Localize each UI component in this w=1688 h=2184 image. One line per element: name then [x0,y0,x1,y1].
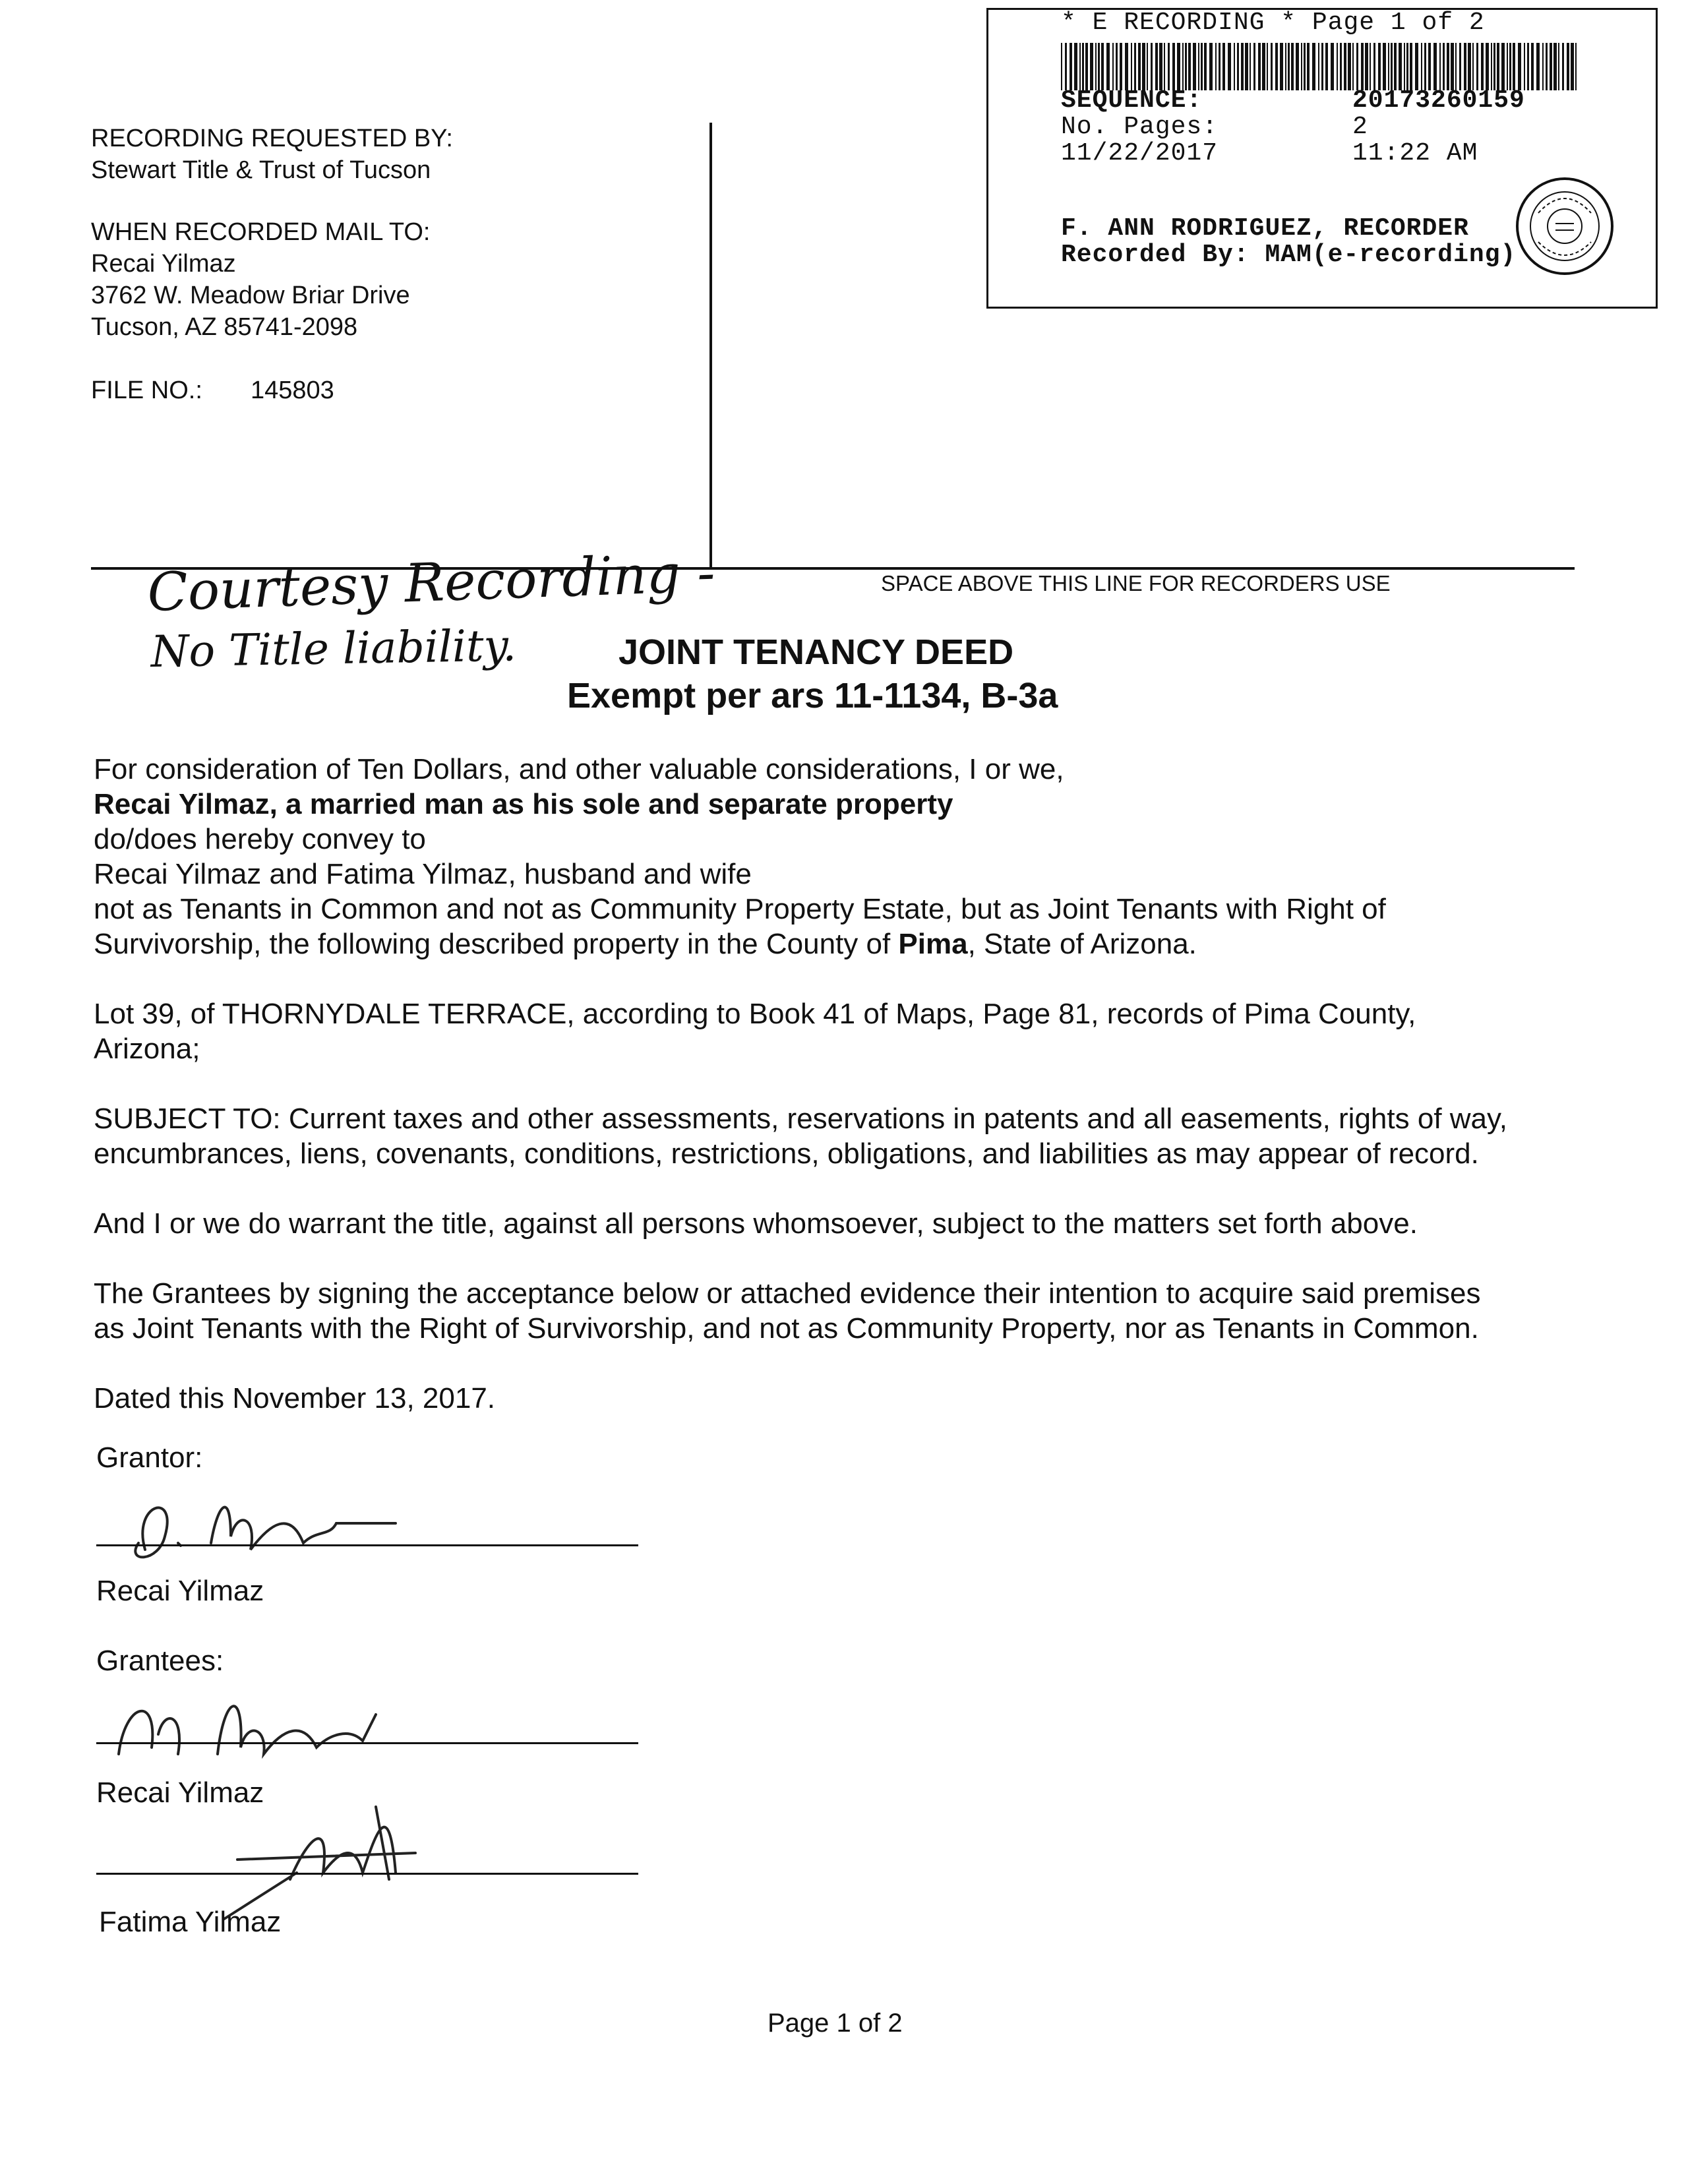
grantor-description: Recai Yilmaz, a married man as his sole and separate property [94,788,953,820]
file-no: 145803 [251,377,334,404]
grantee2-signature [198,1780,448,1926]
tenancy-line-1: not as Tenants in Common and not as Community Property Estate, but as Joint Tenants with Right of [94,893,1386,925]
record-time: 11:22 AM [1352,139,1478,167]
grantor-label: Grantor: [96,1441,203,1474]
grantees-intent-line-1: The Grantees by signing the acceptance below or attached evidence their intention to acquire said premises [94,1277,1481,1310]
deed-title: JOINT TENANCY DEED [618,632,1014,672]
recording-requested-label: RECORDING REQUESTED BY: [91,125,453,152]
grantee1-signature-line [96,1742,638,1744]
vertical-divider [709,123,712,567]
space-above-note: SPACE ABOVE THIS LINE FOR RECORDERS USE [881,571,1391,595]
mail-to-label: WHEN RECORDED MAIL TO: [91,218,431,246]
recording-stamp [986,8,1658,309]
handwritten-note-line2: No Title liability. [150,620,517,677]
grantee2-signature-line [96,1873,638,1875]
county-name: Pima [898,928,968,960]
deed-exempt: Exempt per ars 11-1134, B-3a [567,676,1058,715]
pages-value: 2 [1352,113,1368,141]
sequence-value: 20173260159 [1352,86,1525,115]
grantor-signature [106,1464,422,1583]
warrant-text: And I or we do warrant the title, against all persons whomsoever, subject to the matters set forth above. [94,1207,1418,1240]
page-number: Page 1 of 2 [768,2009,903,2038]
mail-to-street: 3762 W. Meadow Briar Drive [91,282,410,309]
requested-by: Stewart Title & Trust of Tucson [91,156,431,184]
lot-line-2: Arizona; [94,1033,200,1065]
tenancy-line-2 [94,926,1610,961]
mail-to-city: Tucson, AZ 85741-2098 [91,313,358,341]
grantees-label: Grantees: [96,1645,224,1677]
barcode [1061,43,1582,90]
dated-text: Dated this November 13, 2017. [94,1382,496,1414]
convey-text: do/does hereby convey to [94,823,426,855]
subject-line-2: encumbrances, liens, covenants, conditions, restrictions, obligations, and liabilities as may appear of record. [94,1138,1479,1170]
file-no-label: FILE NO.: [91,377,202,404]
handwritten-note-line1: Courtesy Recording - [146,541,716,623]
grantees-intent-line-2: as Joint Tenants with the Right of Survivorship, and not as Community Property, nor as Tenants in Common. [94,1312,1479,1345]
tenancy-text-a: Survivorship, the following described property in the County of [94,928,899,960]
sequence-label: SEQUENCE: [1061,86,1203,115]
grantees-description: Recai Yilmaz and Fatima Yilmaz, husband and wife [94,858,752,890]
record-date: 11/22/2017 [1061,139,1219,167]
recorder-name: F. ANN RODRIGUEZ, RECORDER [1061,214,1469,243]
grantee1-signature [99,1668,415,1780]
grantor-signature-line [96,1544,638,1546]
consideration-text: For consideration of Ten Dollars, and other valuable considerations, I or we, [94,753,1064,785]
pages-label: No. Pages: [1061,113,1219,141]
lot-line-1: Lot 39, of THORNYDALE TERRACE, according to Book 41 of Maps, Page 81, records of Pima County, [94,998,1416,1030]
tenancy-text-b: , State of Arizona. [967,928,1197,960]
grantor-printed-name: Recai Yilmaz [96,1575,264,1607]
deed-body [94,752,1610,1416]
grantee1-printed-name: Recai Yilmaz [96,1776,264,1809]
county-seal-icon [1512,173,1617,279]
subject-line-1: SUBJECT TO: Current taxes and other assessments, reservations in patents and all easements, rights of way, [94,1103,1507,1135]
grantee2-printed-name: Fatima Yilmaz [99,1906,282,1938]
recorded-by: Recorded By: MAM(e-recording) [1061,241,1517,269]
mail-to-name: Recai Yilmaz [91,250,236,278]
stamp-header: * E RECORDING * Page 1 of 2 [1061,9,1485,37]
